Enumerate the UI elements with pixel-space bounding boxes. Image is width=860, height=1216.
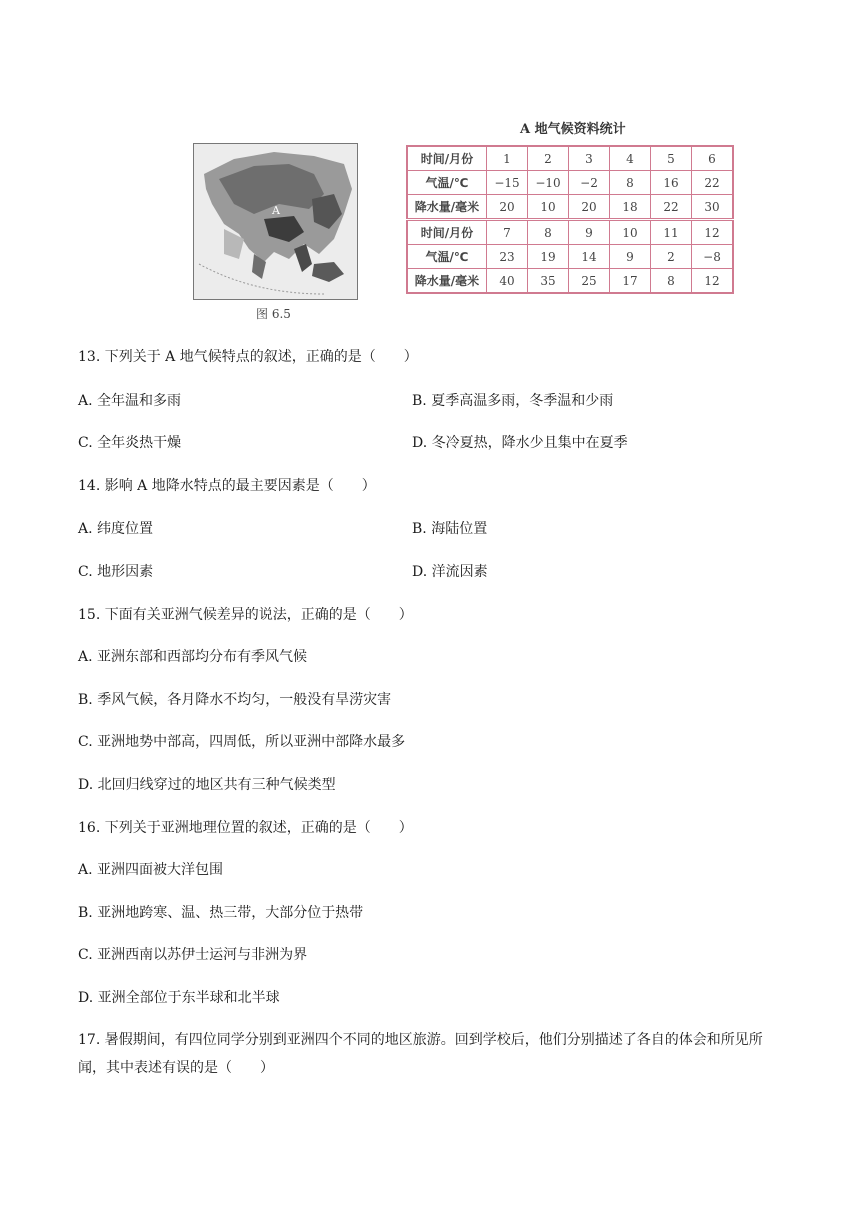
table-cell: 16 xyxy=(651,171,692,195)
row-header: 气温/℃ xyxy=(407,171,487,195)
table-cell: 11 xyxy=(651,220,692,245)
table-cell: 2 xyxy=(651,245,692,269)
row-header: 降水量/毫米 xyxy=(407,195,487,220)
table-row xyxy=(407,171,733,195)
question-16-option-b: B. 亚洲地跨寒、温、热三带，大部分位于热带 xyxy=(78,905,364,921)
question-15-stem: 15. 下面有关亚洲气候差异的说法，正确的是（ ） xyxy=(78,607,413,623)
question-15-option-d: D. 北回归线穿过的地区共有三种气候类型 xyxy=(78,777,336,793)
table-cell: 18 xyxy=(610,195,651,220)
climate-table xyxy=(406,145,734,294)
question-13-stem: 13. 下列关于 A 地气候特点的叙述，正确的是（ ） xyxy=(78,349,418,365)
question-13-option-b: B. 夏季高温多雨，冬季温和少雨 xyxy=(412,393,614,409)
table-cell: 40 xyxy=(487,269,528,294)
row-header: 降水量/毫米 xyxy=(407,269,487,294)
table-cell: 30 xyxy=(692,195,734,220)
table-cell: 8 xyxy=(651,269,692,294)
table-row xyxy=(407,195,733,220)
table-cell: 8 xyxy=(528,220,569,245)
table-cell: 10 xyxy=(528,195,569,220)
table-cell: 22 xyxy=(692,171,734,195)
table-cell: 4 xyxy=(610,146,651,171)
question-15-option-b: B. 季风气候，各月降水不均匀，一般没有旱涝灾害 xyxy=(78,692,392,708)
table-cell: 9 xyxy=(610,245,651,269)
table-cell: 12 xyxy=(692,269,734,294)
map-image xyxy=(194,144,357,299)
table-cell: 5 xyxy=(651,146,692,171)
table-row xyxy=(407,269,733,294)
question-15-option-c: C. 亚洲地势中部高，四周低，所以亚洲中部降水最多 xyxy=(78,734,406,750)
row-header: 时间/月份 xyxy=(407,146,487,171)
question-14-stem: 14. 影响 A 地降水特点的最主要因素是（ ） xyxy=(78,478,376,494)
question-16-option-c: C. 亚洲西南以苏伊士运河与非洲为界 xyxy=(78,947,308,963)
table-cell: 7 xyxy=(487,220,528,245)
question-13-option-a: A. 全年温和多雨 xyxy=(78,393,182,409)
table-cell: −2 xyxy=(569,171,610,195)
figure-caption: 图 6.5 xyxy=(256,307,291,321)
table-cell: 9 xyxy=(569,220,610,245)
question-17-stem: 17. 暑假期间，有四位同学分别到亚洲四个不同的地区旅游。回到学校后，他们分别描述了各自的体会和所见所闻，其中表述有误的是（ ） xyxy=(78,1032,763,1076)
table-title: A 地气候资料统计 xyxy=(520,122,626,137)
question-14-option-d: D. 洋流因素 xyxy=(412,564,488,580)
table-cell: 25 xyxy=(569,269,610,294)
table-cell: 17 xyxy=(610,269,651,294)
table-cell: −10 xyxy=(528,171,569,195)
table-cell: 20 xyxy=(569,195,610,220)
row-header: 时间/月份 xyxy=(407,220,487,245)
question-14-option-a: A. 纬度位置 xyxy=(78,521,154,537)
question-16-stem: 16. 下列关于亚洲地理位置的叙述，正确的是（ ） xyxy=(78,820,413,836)
table-row xyxy=(407,245,733,269)
table-cell: 35 xyxy=(528,269,569,294)
asia-climate-map xyxy=(193,143,358,300)
table-cell: 12 xyxy=(692,220,734,245)
table-cell: 1 xyxy=(487,146,528,171)
table-cell: 22 xyxy=(651,195,692,220)
table-cell: 8 xyxy=(610,171,651,195)
table-cell: 23 xyxy=(487,245,528,269)
question-16-option-d: D. 亚洲全部位于东半球和北半球 xyxy=(78,990,280,1006)
question-13-option-d: D. 冬冷夏热，降水少且集中在夏季 xyxy=(412,435,628,451)
table-cell: 14 xyxy=(569,245,610,269)
table-cell: 20 xyxy=(487,195,528,220)
table-cell: 3 xyxy=(569,146,610,171)
table-row xyxy=(407,220,733,245)
table-cell: 6 xyxy=(692,146,734,171)
table-cell: 2 xyxy=(528,146,569,171)
table-cell: 10 xyxy=(610,220,651,245)
question-14-option-c: C. 地形因素 xyxy=(78,564,154,580)
map-label-a: A xyxy=(272,204,280,217)
table-cell: 19 xyxy=(528,245,569,269)
table-cell: −8 xyxy=(692,245,734,269)
row-header: 气温/℃ xyxy=(407,245,487,269)
question-13-option-c: C. 全年炎热干燥 xyxy=(78,435,182,451)
question-16-option-a: A. 亚洲四面被大洋包围 xyxy=(78,862,224,878)
table-row xyxy=(407,146,733,171)
table-cell: −15 xyxy=(487,171,528,195)
question-14-option-b: B. 海陆位置 xyxy=(412,521,488,537)
question-15-option-a: A. 亚洲东部和西部均分布有季风气候 xyxy=(78,649,308,665)
